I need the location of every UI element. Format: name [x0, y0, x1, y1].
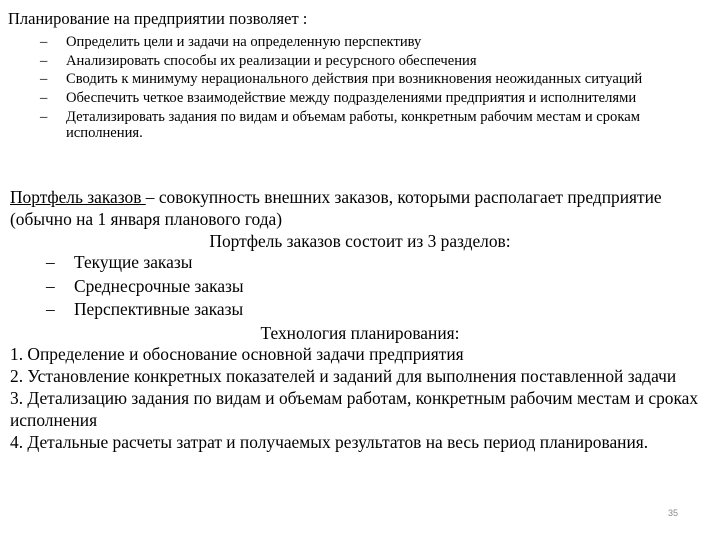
technology-step: 2. Установление конкретных показателей и заданий для выполнения поставленной задачи — [10, 366, 677, 387]
list-item-text: Определить цели и задачи на определенную перспективу — [66, 34, 422, 50]
list-item — [40, 71, 700, 87]
dash-bullet: – — [46, 299, 55, 320]
portfolio-sections-list — [10, 252, 710, 321]
dash-bullet: – — [40, 71, 48, 88]
dash-bullet: – — [40, 108, 48, 125]
list-item — [10, 252, 710, 274]
dash-bullet: – — [40, 90, 48, 107]
intro-title: Планирование на предприятии позволяет : — [8, 9, 308, 28]
dash-bullet: – — [40, 34, 48, 50]
portfolio-sections-title: Портфель заказов состоит из 3 разделов: — [209, 230, 511, 251]
list-item-text: Анализировать способы их реализации и ресурсного обеспечения — [66, 52, 477, 69]
portfolio-definition-text: – совокупность внешних заказов, которыми располагает предприятие (обычно на 1 января планового года) — [10, 187, 662, 229]
list-item-text: Сводить к минимуму нерационального действия при возникновения неожиданных ситуаций — [66, 71, 643, 88]
list-item — [40, 53, 700, 69]
dash-bullet: – — [46, 275, 55, 296]
list-item-text: Перспективные заказы — [74, 299, 244, 320]
dash-bullet: – — [46, 252, 55, 273]
portfolio-term: Портфель заказов — [10, 187, 146, 207]
planning-benefits-list — [40, 34, 700, 143]
list-item — [40, 34, 700, 50]
main-content — [10, 187, 710, 453]
technology-step: 1. Определение и обоснование основной задачи предприятия — [10, 344, 464, 365]
technology-step: 3. Детализацию задания по видам и объемам работам, конкретным рабочим местам и сроках исполнения — [10, 387, 699, 430]
list-item-text: Обеспечить четкое взаимодействие между подразделениями предприятия и исполнителями — [66, 90, 637, 107]
dash-bullet: – — [40, 52, 48, 69]
list-item — [40, 109, 700, 141]
page-number: 35 — [667, 508, 678, 518]
list-item-text: Текущие заказы — [74, 252, 193, 273]
technology-title: Технология планирования: — [260, 322, 460, 343]
list-item — [10, 276, 710, 298]
list-item-text: Детализировать задания по видам и объемам работы, конкретным рабочим местам и срокам исполнения. — [66, 108, 640, 141]
list-item-text: Среднесрочные заказы — [74, 275, 244, 296]
portfolio-definition — [10, 187, 710, 231]
list-item — [40, 90, 700, 106]
technology-step: 4. Детальные расчеты затрат и получаемых результатов на весь период планирования. — [10, 431, 649, 452]
list-item — [10, 299, 710, 321]
